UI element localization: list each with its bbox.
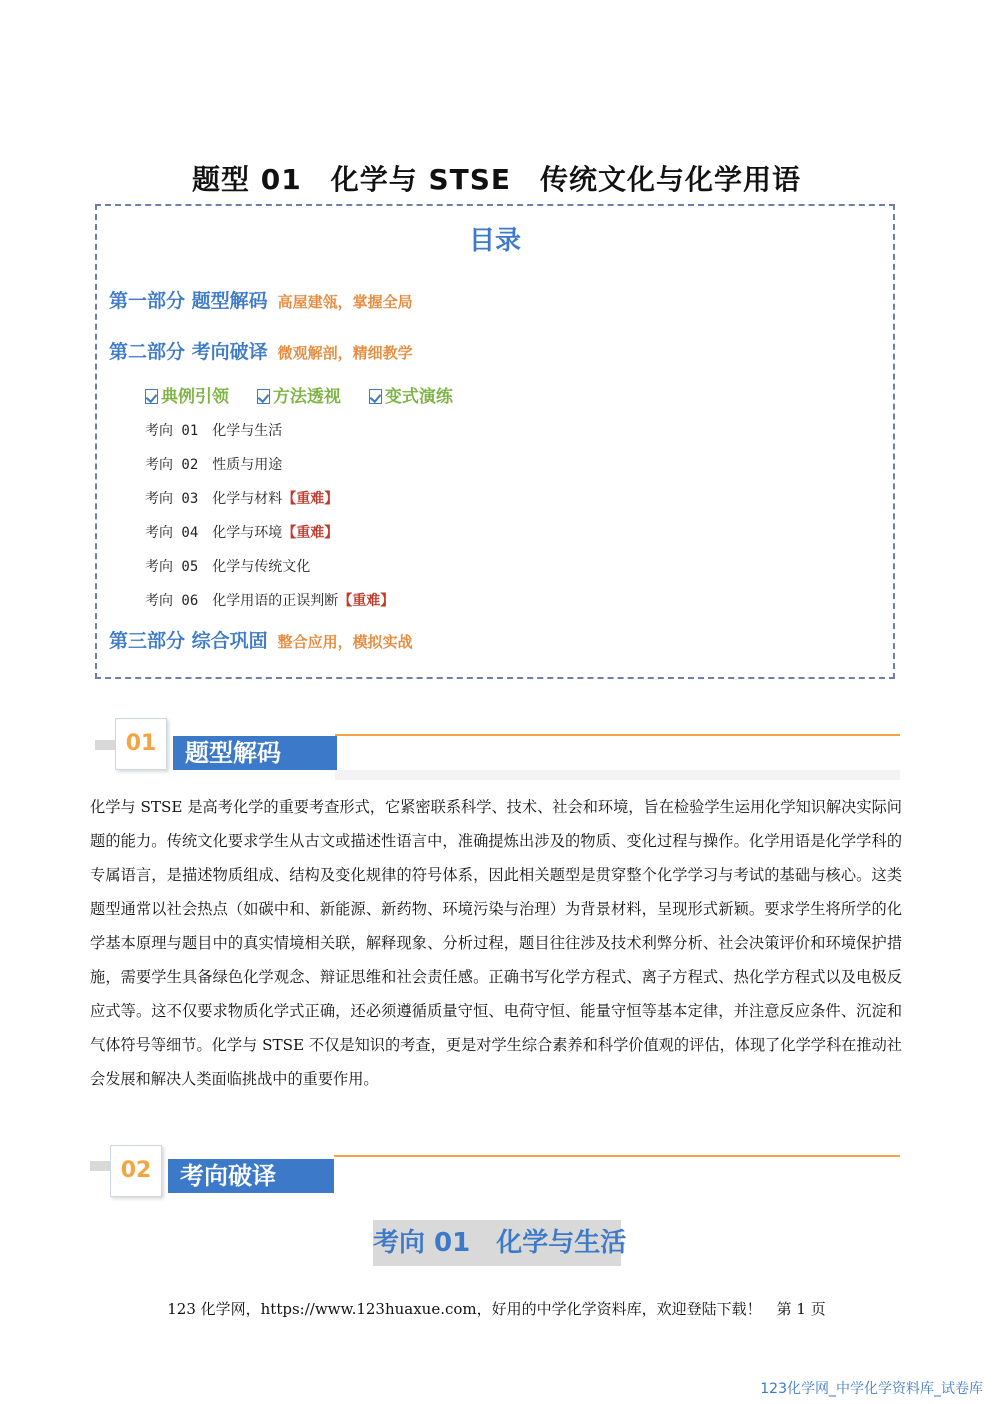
subsection-title: 考向 01 化学与生活 [373, 1220, 621, 1266]
section-banner-02 [90, 1145, 900, 1205]
toc-topic-4[interactable]: 考向 04 化学与环境【重难】 [145, 525, 339, 541]
banner-bar [90, 1161, 110, 1171]
toc-part-slogan: 微观解剖，精细教学 [277, 344, 413, 362]
checklist-icon [369, 389, 382, 404]
method-item[interactable]: 变式演练 [369, 382, 453, 407]
section-name: 考向破译 [168, 1159, 334, 1193]
toc-part-slogan: 高屋建瓴，掌握全局 [277, 293, 413, 311]
toc-part-1[interactable] [109, 286, 413, 313]
toc-part-label: 第三部分 综合巩固 [109, 630, 268, 652]
toc-topic-6[interactable]: 考向 06 化学用语的正误判断【重难】 [145, 593, 395, 609]
page-footer: 123 化学网，https://www.123huaxue.com，好用的中学化学资料库，欢迎登陆下载！ 第 1 页 [167, 1300, 826, 1318]
toc-part-2[interactable] [109, 337, 413, 364]
checklist-icon [257, 389, 270, 404]
difficulty-tag: 【重难】 [338, 593, 395, 609]
banner-line [335, 734, 900, 736]
method-item[interactable]: 方法透视 [257, 382, 341, 407]
intro-paragraph: 化学与 STSE 是高考化学的重要考查形式，它紧密联系科学、技术、社会和环境，旨在检验学生运用化学知识解决实际问题的能力。传统文化要求学生从古文或描述性语言中，准确提炼出涉及的物质、变化过程与操作。化学用语是化学学科的专属语言，是描述物质组成、结构及变化规律的符号体系，因此相关题型是贯穿整个化学学习与考试的基础与核心。这类题型通常以社会热点（如碳中和、新能源、新药物、环境污染与治理）为背景材料，呈现形式新颖。要求学生将所学的化学基本原理与题目中的真实情境相关联，解释现象、分析过程，题目往往涉及技术利弊分析、社会决策评价和环境保护措施，需要学生具备绿色化学观念、辩证思维和社会责任感。正确书写化学方程式、离子方程式、热化学方程式以及电极反应式等。这不仅要求物质化学式正确，还必须遵循质量守恒、电荷守恒、能量守恒等基本定律，并注意反应条件、沉淀和气体符号等细节。化学与 STSE 不仅是知识的考查，更是对学生综合素养和科学价值观的评估，体现了化学学科在推动社会发展和解决人类面临挑战中的重要作用。 [90, 798, 902, 1088]
toc-topic-3[interactable]: 考向 03 化学与材料【重难】 [145, 491, 339, 507]
document-title: 题型 01 化学与 STSE 传统文化与化学用语 [191, 163, 802, 196]
banner-bar [335, 770, 900, 780]
section-number: 02 [110, 1145, 162, 1197]
toc-part-slogan: 整合应用，模拟实战 [277, 633, 413, 651]
toc-topic-1[interactable]: 考向 01 化学与生活 [145, 423, 283, 439]
banner-line [334, 1155, 900, 1157]
banner-bar [95, 740, 115, 750]
toc-topic-5[interactable]: 考向 05 化学与传统文化 [145, 559, 311, 575]
section-number: 01 [115, 718, 167, 770]
difficulty-tag: 【重难】 [282, 525, 339, 541]
section-banner-01 [95, 718, 900, 778]
table-of-contents [95, 204, 895, 679]
toc-part-label: 第一部分 题型解码 [109, 290, 268, 312]
toc-part-label: 第二部分 考向破译 [109, 341, 268, 363]
toc-part-3[interactable] [109, 626, 413, 653]
checklist-icon [145, 389, 158, 404]
toc-topic-2[interactable]: 考向 02 性质与用途 [145, 457, 283, 473]
site-watermark: 123化学网_中学化学资料库_试卷库 [760, 1381, 983, 1397]
section-name: 题型解码 [173, 736, 337, 770]
toc-heading: 目录 [468, 226, 521, 256]
method-item[interactable]: 典例引领 [145, 382, 229, 407]
method-list [145, 382, 475, 407]
difficulty-tag: 【重难】 [282, 491, 339, 507]
